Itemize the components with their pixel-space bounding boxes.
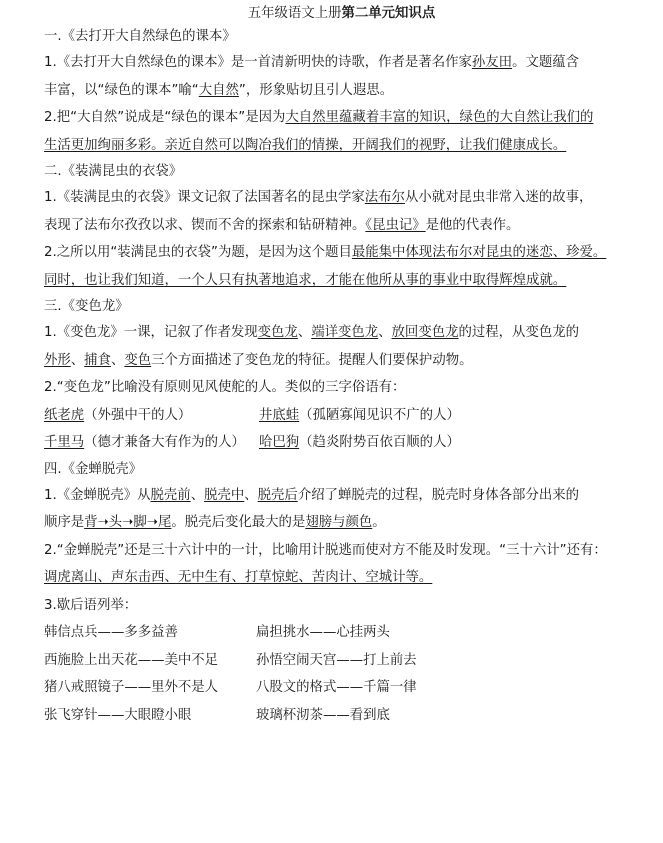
xiehouyu-row: 猪八戒照镜子——里外不是人 八股文的格式——千篇一律 [44, 680, 417, 695]
section-1-paragraph-2: 2.把“大自然”说成是“绿色的课本”是因为大自然里蕴藏着丰富的知识，绿色的大自然让我们的 生活更加绚丽多彩。亲近自然可以陶冶我们的情操，开阔我们的视野，让我们健康成长。 [44, 110, 594, 153]
section-2-paragraph-2: 2.之所以用“装满昆虫的衣袋”为题，是因为这个题目最能集中体现法布尔对昆虫的迷恋、珍爱。 同时，也让我们知道，一个人只有执著地追求，才能在他所从事的事业中取得辉煌成就。 [44, 245, 607, 288]
saying-row: 千里马（德才兼备大有作为的人） 哈巴狗（趋炎附势百依百顺的人） [44, 435, 460, 450]
xiehouyu-row: 西施脸上出天花——美中不足 孙悟空闹天宫——打上前去 [44, 652, 417, 668]
xiehouyu-row: 张飞穿针——大眼瞪小眼 玻璃杯沏茶——看到底 [44, 707, 390, 723]
section-1-heading: 一.《去打开大自然绿色的课本》 [44, 29, 236, 44]
section-4-paragraph-2: 2.“金蝉脱壳”还是三十六计中的一计，比喻用计脱逃而使对方不能及时发现。“三十六计”还有： 调虎离山、声东击西、无中生有、打草惊蛇、苦肉计、空城计等。 [44, 542, 607, 585]
section-4-paragraph-3: 3.歇后语列举： [44, 597, 138, 613]
section-4-paragraph-1: 1.《金蝉脱壳》从脱壳前、脱壳中、脱壳后介绍了蝉脱壳的过程，脱壳时身体各部分出来的 顺序是背➝头➝脚➝尾。脱壳后变化最大的是翅膀与颜色。 [44, 487, 580, 530]
section-3-paragraph-1: 1.《变色龙》一课，记叙了作者发现变色龙、端详变色龙、放回变色龙的过程，从变色龙的 外形、捕食、变色三个方面描述了变色龙的特征。提醒人们要保护动物。 [44, 325, 580, 368]
saying-row: 纸老虎（外强中干的人） 井底蛙（孤陋寡闻见识不广的人） [44, 407, 460, 423]
section-3-paragraph-2: 2.“变色龙”比喻没有原则见风使舵的人。类似的三字俗语有： [44, 380, 406, 395]
section-2-paragraph-1: 1.《装满昆虫的衣袋》课文记叙了法国著名的昆虫学家法布尔从小就对昆虫非常入迷的故事， 表现了法布尔孜孜以求、锲而不舍的探索和钻研精神。《昆虫记》是他的代表作。 [44, 190, 593, 233]
page-title [44, 4, 619, 24]
section-2-heading: 二.《装满昆虫的衣袋》 [44, 164, 183, 179]
section-4-heading: 四.《金蝉脱壳》 [44, 461, 142, 477]
title-plain: 五年级语文上册 [247, 6, 342, 21]
document-body [44, 4, 619, 729]
xiehouyu-row: 韩信点兵——多多益善 扁担挑水——心挂两头 [44, 625, 390, 640]
section-1-paragraph-1: 1.《去打开大自然绿色的课本》是一首清新明快的诗歌，作者是著名作家孙友田。文题蕴含 丰富，以“绿色的课本”喻“大自然”，形象贴切且引人遐思。 [44, 55, 580, 98]
section-3-heading: 三.《变色龙》 [44, 299, 129, 314]
author-name: 孙友田 [471, 55, 513, 70]
title-bold: 第二单元知识点 [341, 6, 436, 21]
